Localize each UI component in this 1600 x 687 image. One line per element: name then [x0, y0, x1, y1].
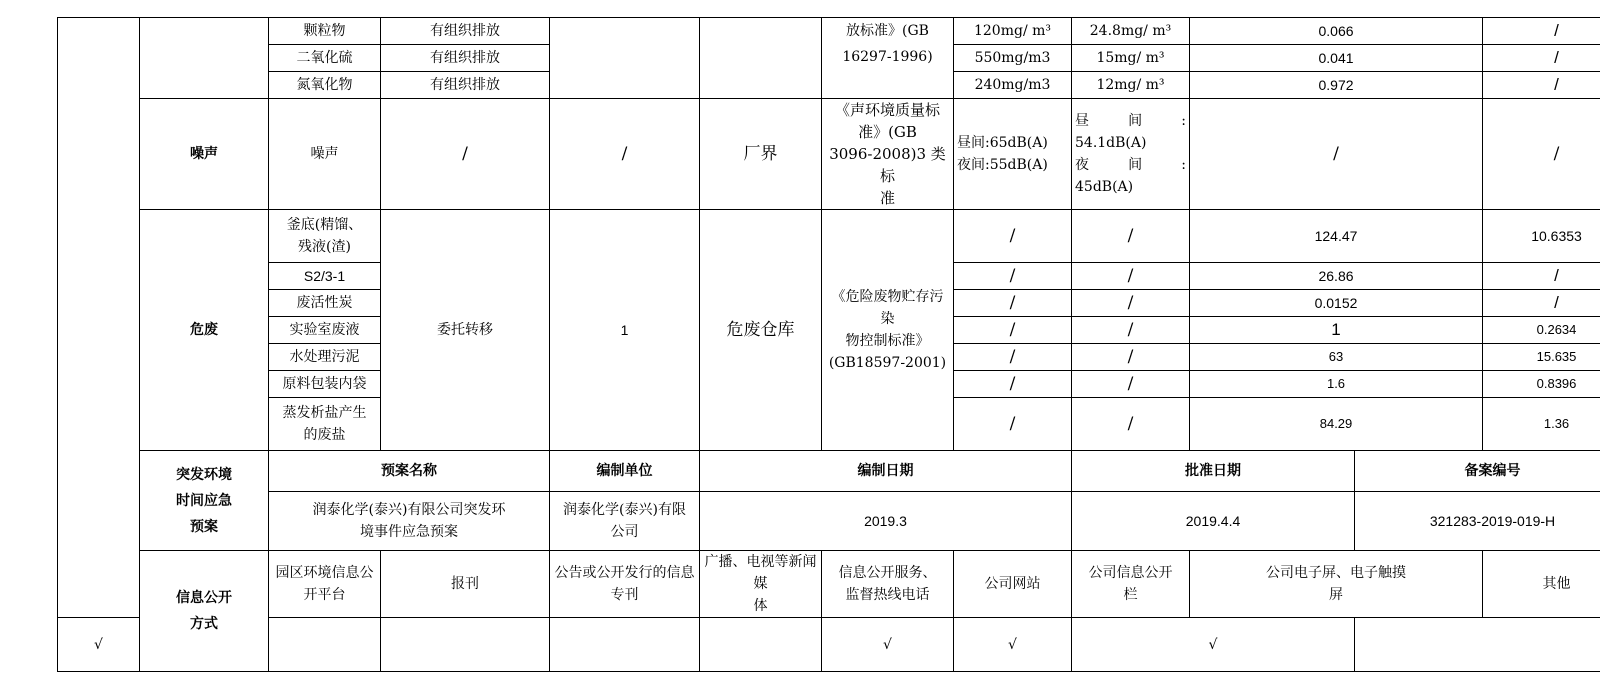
table-row	[58, 210, 1600, 263]
channel-line: 体	[753, 598, 768, 614]
checkmark-cell: √	[1072, 618, 1355, 672]
emission-cell: 0.041	[1190, 45, 1483, 72]
emission-cell: 26.86	[1190, 263, 1483, 290]
category-cell-continued	[58, 18, 140, 618]
standard-line: 准	[879, 189, 895, 207]
waste-gas-category-cell	[140, 18, 269, 99]
label-colon: :	[1181, 157, 1186, 173]
label-char: 昼	[1075, 113, 1089, 129]
checkmark-cell: √	[822, 618, 954, 672]
emergency-value-row	[58, 492, 1600, 551]
label-char: 夜	[1075, 157, 1089, 173]
channel-label	[700, 551, 822, 618]
standard-line: (GB18597-2001)	[828, 355, 947, 371]
approved-cell: /	[1483, 290, 1600, 317]
measured-day-value: 54.1dB(A)	[1075, 135, 1147, 151]
pollutant-cell: 颗粒物	[269, 18, 381, 45]
pollutant-cell	[269, 210, 381, 263]
limit-cell: /	[954, 210, 1072, 263]
method-cell: 委托转移	[381, 210, 550, 451]
limit-cell: /	[954, 290, 1072, 317]
pollutant-cell: 原料包装内袋	[269, 371, 381, 398]
plan-record-header: 备案编号	[1355, 451, 1600, 492]
pollutant-cell: 氮氧化物	[269, 72, 381, 99]
channel-line: 信息公开服务、	[838, 565, 937, 581]
emergency-section-cell	[140, 451, 269, 551]
measured-day-label	[1075, 110, 1186, 132]
plan-date-value: 2019.3	[700, 492, 1072, 551]
plan-approved-header: 批准日期	[1072, 451, 1355, 492]
channel-label	[1190, 551, 1483, 618]
channel-label: 公司网站	[954, 551, 1072, 618]
channel-line: 开平台	[303, 587, 346, 603]
standard-line: 准》(GB	[858, 123, 917, 141]
channel-line: 园区环境信息公	[275, 565, 374, 581]
channel-label	[822, 551, 954, 618]
location-cell	[700, 18, 822, 99]
pollutant-line: 蒸发析盐产生	[282, 405, 367, 421]
method-cell: 有组织排放	[381, 45, 550, 72]
pollutant-cell: 实验室废液	[269, 317, 381, 344]
checkmark-cell: √	[58, 618, 140, 672]
measured-cell	[1072, 99, 1190, 210]
plan-unit-line: 公司	[610, 524, 639, 540]
emission-info-table	[57, 17, 1600, 672]
approved-cell: 10.6353	[1483, 210, 1600, 263]
section-line: 时间应急	[176, 492, 232, 509]
standard-line: 放标准》(GB	[846, 23, 929, 39]
approved-cell: 15.635	[1483, 344, 1600, 371]
limit-day: 昼间:65dB(A)	[957, 135, 1048, 151]
measured-night-value: 45dB(A)	[1075, 179, 1134, 195]
limit-cell: /	[954, 398, 1072, 451]
approved-cell: /	[1483, 45, 1600, 72]
label-char: 间	[1128, 157, 1143, 173]
standard-cell	[822, 210, 954, 451]
limit-night: 夜间:55dB(A)	[957, 157, 1048, 173]
emission-cell: /	[1190, 99, 1483, 210]
emission-cell: 0.066	[1190, 18, 1483, 45]
emission-cell: 1	[1190, 317, 1483, 344]
location-cell: 厂界	[700, 99, 822, 210]
checkmark-cell	[269, 618, 381, 672]
standard-cell	[822, 99, 954, 210]
measured-cell: /	[1072, 371, 1190, 398]
limit-cell: /	[954, 371, 1072, 398]
standard-line: 《声环境质量标	[834, 101, 940, 119]
pollutant-cell: S2/3-1	[269, 263, 381, 290]
disclosure-label-row	[58, 551, 1600, 618]
plan-record-value: 321283-2019-019-H	[1355, 492, 1600, 551]
method-cell: 有组织排放	[381, 18, 550, 45]
noise-row	[58, 99, 1600, 210]
approved-cell: 1.36	[1483, 398, 1600, 451]
limit-cell: /	[954, 317, 1072, 344]
disclosure-section-cell	[140, 551, 269, 672]
measured-cell: /	[1072, 210, 1190, 263]
checkmark-cell	[381, 618, 550, 672]
emergency-header-row	[58, 451, 1600, 492]
pollutant-line: 釜底(精馏、	[286, 217, 363, 233]
measured-cell: /	[1072, 317, 1190, 344]
pollutant-cell: 二氧化硫	[269, 45, 381, 72]
channel-line: 屏	[1329, 587, 1343, 603]
measured-cell: /	[1072, 398, 1190, 451]
channel-line: 监督热线电话	[845, 587, 930, 603]
emission-cell: 63	[1190, 344, 1483, 371]
measured-cell: /	[1072, 290, 1190, 317]
section-line: 信息公开	[176, 590, 232, 606]
channel-label	[550, 551, 700, 618]
checkmark-cell: √	[954, 618, 1072, 672]
emission-cell: 84.29	[1190, 398, 1483, 451]
channel-line: 公司信息公开	[1088, 565, 1173, 581]
checkmark-cell	[550, 618, 700, 672]
plan-name-value	[269, 492, 550, 551]
noise-category-cell: 噪声	[140, 99, 269, 210]
pollutant-line: 的废盐	[303, 427, 346, 443]
plan-unit-header: 编制单位	[550, 451, 700, 492]
limit-cell: /	[954, 263, 1072, 290]
limit-cell: /	[954, 344, 1072, 371]
plan-unit-line: 润泰化学(泰兴)有限	[563, 502, 686, 518]
approved-cell: 0.8396	[1483, 371, 1600, 398]
measured-cell: 15mg/ m³	[1072, 45, 1190, 72]
section-line: 预案	[190, 518, 218, 535]
emission-cell: 0.972	[1190, 72, 1483, 99]
checkmark-cell	[1355, 618, 1600, 672]
outlets-cell: 1	[550, 210, 700, 451]
channel-label	[269, 551, 381, 618]
channel-line: 栏	[1123, 587, 1138, 603]
pollutant-line: 残液(渣)	[298, 239, 351, 255]
standard-line: 物控制标准》	[845, 333, 930, 349]
pollutant-cell: 水处理污泥	[269, 344, 381, 371]
section-line: 突发环境	[176, 466, 232, 483]
emission-cell: 0.0152	[1190, 290, 1483, 317]
hazardous-category-cell: 危废	[140, 210, 269, 451]
pollutant-cell: 废活性炭	[269, 290, 381, 317]
channel-label	[1072, 551, 1190, 618]
channel-line: 广播、电视等新闻媒	[704, 554, 817, 592]
method-cell: /	[381, 99, 550, 210]
pollutant-cell	[269, 398, 381, 451]
standard-line: 3096-2008)3 类标	[829, 145, 946, 185]
limit-cell: 550mg/m3	[954, 45, 1072, 72]
plan-name-line: 境事件应急预案	[360, 524, 458, 540]
channel-label: 报刊	[381, 551, 550, 618]
standard-line: 《危险废物贮存污染	[831, 289, 944, 327]
limit-cell: 240mg/m3	[954, 72, 1072, 99]
plan-name-header: 预案名称	[269, 451, 550, 492]
measured-night-label	[1075, 154, 1186, 176]
plan-unit-value	[550, 492, 700, 551]
limit-cell	[954, 99, 1072, 210]
checkmark-cell	[700, 618, 822, 672]
measured-cell: /	[1072, 344, 1190, 371]
standard-line: 16297-1996)	[842, 49, 933, 65]
location-cell: 危废仓库	[700, 210, 822, 451]
standard-cell	[822, 18, 954, 99]
label-char: 间	[1128, 113, 1143, 129]
pollutant-cell: 噪声	[269, 99, 381, 210]
channel-line: 公告或公开发行的信息	[554, 565, 695, 581]
emission-cell: 1.6	[1190, 371, 1483, 398]
channel-line: 公司电子屏、电子触摸	[1266, 565, 1406, 581]
section-line: 方式	[190, 616, 218, 632]
method-cell: 有组织排放	[381, 72, 550, 99]
outlets-cell: /	[550, 99, 700, 210]
approved-cell: /	[1483, 72, 1600, 99]
measured-cell: 12mg/ m³	[1072, 72, 1190, 99]
disclosure-mark-row	[58, 618, 1600, 672]
approved-cell: /	[1483, 99, 1600, 210]
emission-cell: 124.47	[1190, 210, 1483, 263]
outlets-cell	[550, 18, 700, 99]
measured-cell: /	[1072, 263, 1190, 290]
channel-label: 其他	[1483, 551, 1600, 618]
channel-line: 专刊	[610, 587, 639, 603]
approved-cell: /	[1483, 263, 1600, 290]
approved-cell: 0.2634	[1483, 317, 1600, 344]
measured-cell: 24.8mg/ m³	[1072, 18, 1190, 45]
label-colon: :	[1181, 113, 1186, 129]
plan-approved-value: 2019.4.4	[1072, 492, 1355, 551]
approved-cell: /	[1483, 18, 1600, 45]
table-row	[58, 18, 1600, 45]
plan-name-line: 润泰化学(泰兴)有限公司突发环	[312, 502, 506, 518]
limit-cell: 120mg/ m³	[954, 18, 1072, 45]
plan-date-header: 编制日期	[700, 451, 1072, 492]
